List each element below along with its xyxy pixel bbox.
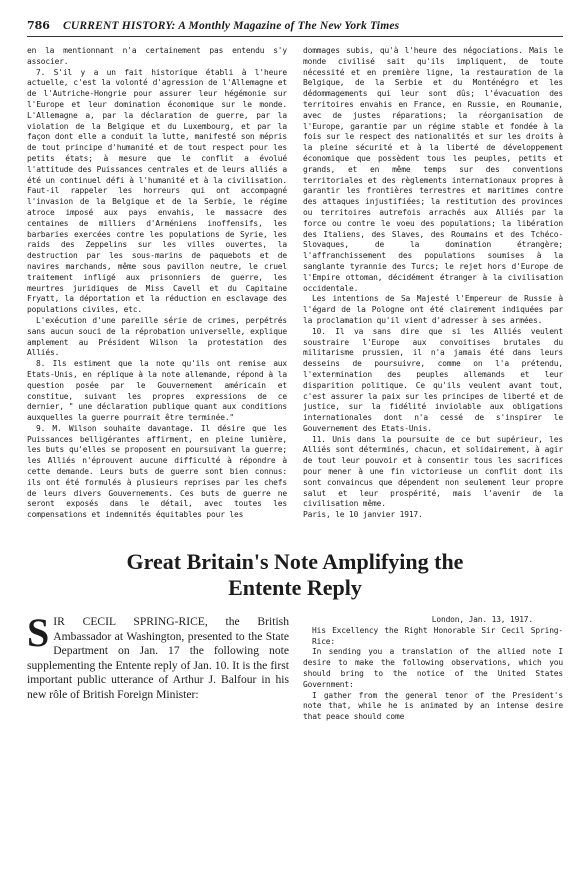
letter-paragraph-1: In sending you a translation of the allied note I desire to make the following observations, which you should bring to the notice of the United States Government:: [303, 647, 563, 689]
right-column-paragraph: Les intentions de Sa Majesté l'Empereur de Russie à l'égard de la Pologne ont été clairement indiquées par la proclamation qu'il vient d'adresser à ses armées.: [303, 294, 563, 325]
article-body: [27, 610, 563, 723]
running-title: CURRENT HISTORY: A Monthly Magazine of The New York Times: [63, 20, 400, 32]
right-column-paragraph: 10. Il va sans dire que si les Alliés veulent soustraire l'Europe aux convoitises brutales du militarisme prussien, il n'a jamais été dans leurs desseins de poursuivre, comme on l'a prétendu, l'extermination des peuples allemands et leur disparition politique. Ce qu'ils veulent avant tout, c'est assurer la paix sur les principes de liberté et de justice, sur la fidélité inviolable aux obligations internationales dont n'a cessé de s'inspirer le Gouvernement des Etats-Unis.: [303, 326, 563, 433]
right-column-paragraph: 11. Unis dans la poursuite de ce but supérieur, les Alliés sont déterminés, chacun, et solidairement, à agir de tout leur pouvoir et à consentir tous les sacrifices pour mener à une fin victorieuse un conflit dont ils sont convaincus que dépendent non seulement leur propre salut et leur prospérité, mais l'avenir de la civilisation même.: [303, 434, 563, 509]
running-header: [27, 19, 563, 37]
left-column: [27, 46, 287, 521]
signature: Paris, le 10 janvier 1917.: [303, 510, 423, 520]
lead-paragraph: [27, 610, 289, 723]
left-column-paragraph: 7. S'il y a un fait historique établi à l'heure actuelle, c'est la volonté d'agression de l'Allemagne et de l'Autriche-Hongrie pour assurer leur hégémonie sur l'Europe et leur domination économique sur le monde. L'Allemagne a, par la déclaration de guerre, par la violation de la Belgique et du Luxembourg, et par la façon dont elle a conduit la lutte, manifesté son mépris de tout principe d'humanité et de tout respect pour les petits états; à mesure que le conflit a évolué l'attitude des Puissances centrales et de leurs alliés a été un continuel défi à l'humanité et à la civilisation. Faut-il rappeler les horreurs qui ont accompagné l'invasion de la Belgique et de la Serbie, le régime atroce imposé aux pays envahis, le massacre des centaines de milliers d'Arméniens inoffensifs, les barbaries exercées contre les populations de Syrie, les raids des Zeppelins sur les villes ouvertes, la destruction par les sous-marins de paquebots et de navires marchands, même sous pavillon neutre, le cruel traitement infligé aux prisonniers de guerre, les meurtres juridiques de Miss Cavell et du Capitaine Fryatt, la déportation et la réduction en esclavage des populations civiles, etc.: [27, 67, 287, 315]
drop-cap: S: [27, 610, 50, 656]
two-column-body: [27, 46, 563, 521]
title-line-1: Great Britain's Note Amplifying the: [126, 549, 464, 575]
left-column-paragraph: en la mentionnant n'a certainement pas entendu s'y associer.: [27, 46, 287, 66]
right-column-paragraph: dommages subis, qu'à l'heure des négociations. Mais le monde civilisé sait qu'ils impliquent, de toute nécessité et en première ligne, la restauration de la Belgique, de la Serbie et du Monténégro et les dédommagements qui leur sont dûs; l'évacuation des territoires envahis en France, en Russie, en Roumanie, avec de justes réparations; la réorganisation de l'Europe, garantie par un régime stable et fondée à la fois sur le respect des nationalités et sur les droits à la pleine sécurité et à la liberté de développement économique que possèdent tous les peuples, petits et grands, et en même temps sur des conventions territoriales et des règlements internationaux propres à garantir les frontières terrestres et maritimes contre des attaques injustifiées; la restitution des provinces ou territoires autrefois arrachés aux Alliés par la force ou contre le voeu des populations; la libération des Italiens, des Slaves, des Roumains et des Tchéco-Slovaques, de la domination étrangère; l'affranchissement des populations soumises à la sanglante tyrannie des Turcs; le rejet hors d'Europe de l'Empire ottoman, décidément étranger à la civilisation occidentale.: [303, 46, 563, 293]
right-column: [303, 46, 563, 521]
letter-salutation: His Excellency the Right Honorable Sir Cecil Spring-Rice:: [312, 625, 563, 646]
left-column-paragraph: L'exécution d'une pareille série de crimes, perpétrés sans aucun souci de la réprobation universelle, explique amplement au Président Wilson la protestation des Alliés.: [27, 315, 287, 358]
title-line-2: Entente Reply: [228, 575, 362, 601]
left-column-paragraph: 8. Ils estiment que la note qu'ils ont remise aux Etats-Unis, en réplique à la note allemande, répond à la question posée par le Gouvernement américain et constitue, suivant les propres expressions de ce dernier, " une déclaration publique quant aux conditions auxquelles la guerre pourrait être terminée.": [27, 359, 287, 423]
page-number: 786: [27, 19, 50, 32]
letter-dateline: London, Jan. 13, 1917.: [431, 615, 533, 625]
right-column-paragraphs: [303, 46, 563, 510]
left-column-paragraph: 9. M. Wilson souhaite davantage. Il désire que les Puissances belligérantes affirment, en pleine lumière, les buts qu'elles se proposent en poursuivant la guerre; les Alliés n'éprouvent aucune difficulté à répondre à cette demande. Leurs buts de guerre sont bien connus: ils ont été formulés à plusieurs reprises par les chefs de leurs divers Gouvernements. Ces buts de guerre ne seront exposés dans le détail, avec toutes les compensations et indemnités équitables pour les: [27, 423, 287, 520]
letter-paragraph-2: I gather from the general tenor of the President's note that, while he is animated by an intense desire that peace should come: [303, 690, 563, 722]
article-title: [27, 549, 563, 601]
letter: [303, 615, 563, 723]
lead-text: IR CECIL SPRING-RICE, the British Ambassador at Washington, presented to the State Department on Jan. 17 the following note supplementing the Entente reply of Jan. 10. It is the first important public utterance of Arthur J. Balfour in his new rôle of British Foreign Minister:: [27, 615, 289, 702]
page: [27, 19, 563, 723]
